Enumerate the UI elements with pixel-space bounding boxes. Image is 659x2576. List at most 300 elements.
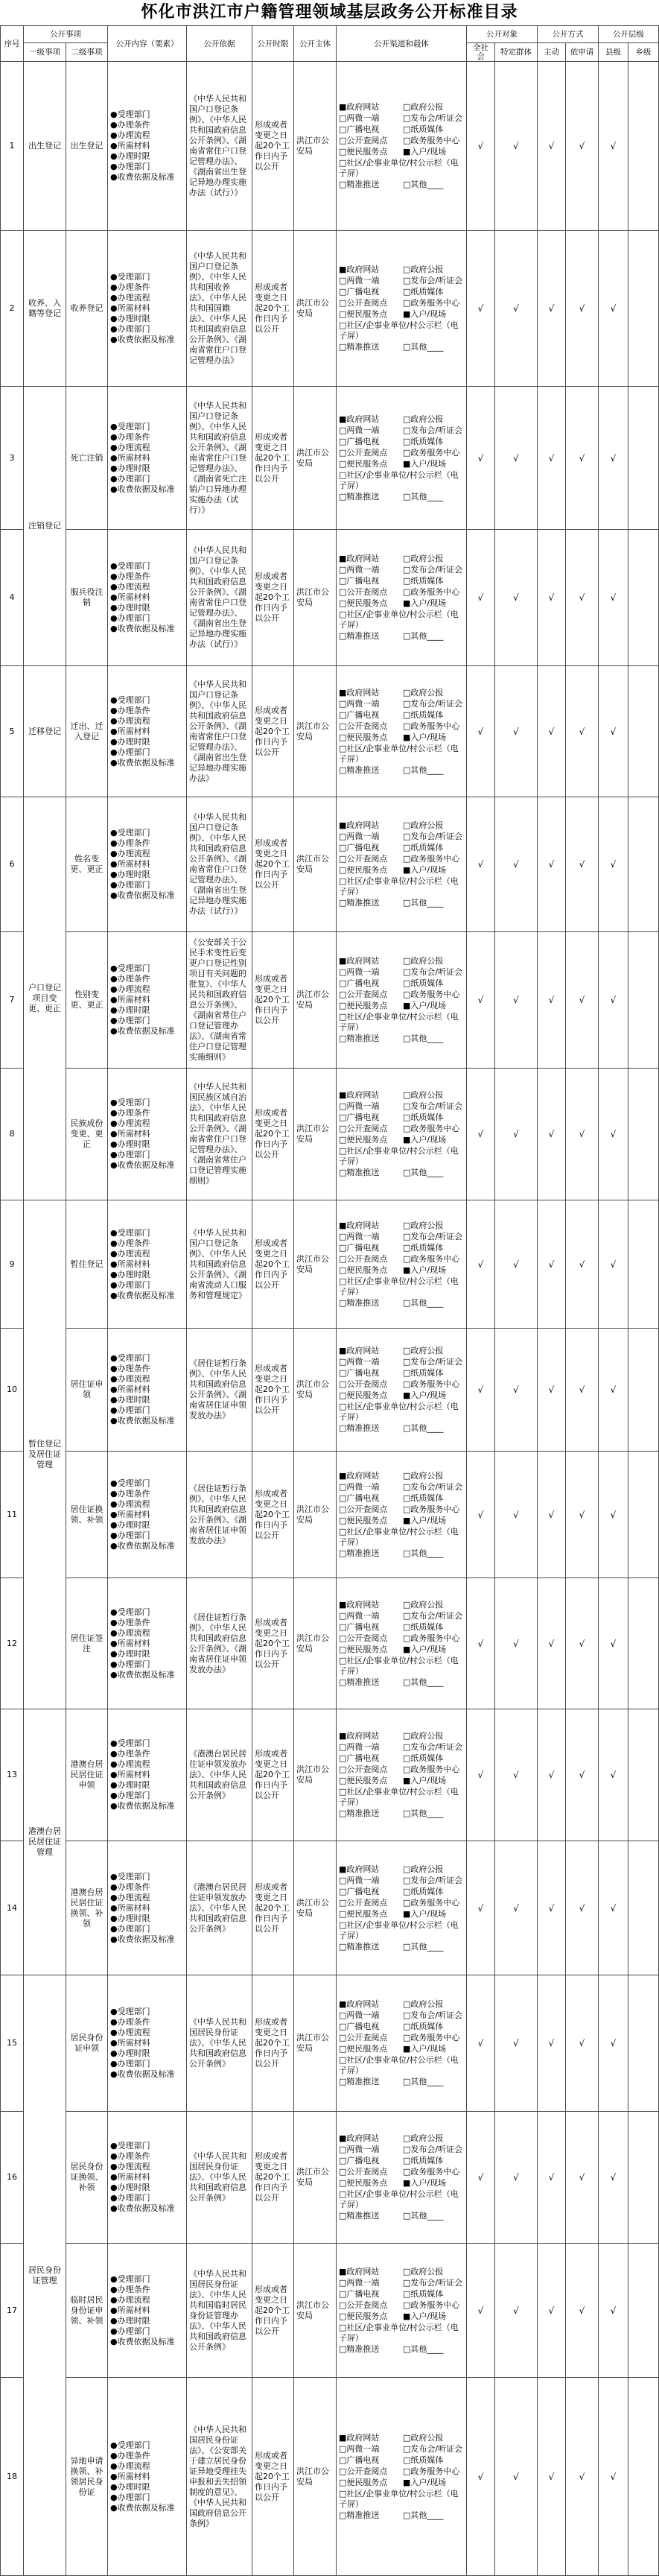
channels-cell	[337, 1452, 466, 1577]
channel-option: □纸质媒体	[403, 709, 444, 720]
header-level2	[66, 43, 107, 61]
content-item: ●所需材料	[110, 452, 150, 463]
check-mark: √	[579, 995, 585, 1005]
header-tier-county	[599, 43, 628, 61]
channel-option: □政务服务中心	[403, 2167, 460, 2177]
channel-option: □政务服务中心	[403, 1253, 460, 1264]
channel-option: □精准推送	[339, 1548, 380, 1558]
check-all-cell	[467, 2112, 494, 2243]
check-request-cell	[566, 1578, 598, 1709]
channel-option: □政务服务中心	[403, 854, 460, 864]
level2-label: 性别变更、更正	[70, 990, 104, 1010]
channel-option: □政府公报	[403, 1864, 444, 1874]
check-mark: √	[548, 1638, 555, 1649]
time-limit-text: 形成或者变更之日起20个工作日内予以公开	[255, 974, 290, 1025]
channel-option: ■政府网站	[339, 2432, 380, 2443]
check-mark: √	[477, 2038, 484, 2048]
check-active-cell	[538, 1452, 565, 1577]
check-specific-cell	[495, 2244, 537, 2377]
content-item: ●所需材料	[110, 1902, 150, 1913]
channel-option: □其他____	[403, 1297, 444, 1308]
content-list	[110, 2440, 175, 2513]
content-item: ●收费依据及标准	[110, 2069, 175, 2079]
channel-option: □政务服务中心	[403, 990, 460, 999]
level2-label: 异地申请换领、补领居民身份证	[70, 2455, 104, 2497]
check-mark: √	[477, 592, 484, 603]
check-request-cell	[566, 1329, 598, 1451]
level2-label: 收养登记	[70, 303, 104, 313]
channel-option: □政务服务中心	[403, 587, 460, 597]
level2-label: 死亡注销	[70, 452, 104, 463]
channel-option: □广播电视	[339, 576, 380, 586]
content-item: ●所需材料	[110, 2038, 150, 2048]
content-item: ●所需材料	[110, 995, 150, 1004]
content-item: ●收费依据及标准	[110, 890, 175, 900]
content-cell	[108, 2244, 186, 2377]
basis-cell	[187, 1975, 252, 2111]
basis-text: 《中华人民共和国居民身份证法》、《公安部关于建立居民身份证异地受理挂失申报和丢失招领制度的意见》、《中华人民共和国政府信息公开条例》	[189, 2424, 246, 2528]
check-mark: √	[548, 592, 555, 603]
content-cell	[108, 666, 186, 797]
content-item: ●收费依据及标准	[110, 2502, 175, 2513]
time-limit-text: 形成或者变更之日起20个工作日内予以公开	[255, 1882, 290, 1934]
check-request-cell	[566, 62, 598, 230]
channel-option: □发布会/听证会	[403, 565, 463, 575]
level2-item	[66, 1578, 107, 1709]
channel-option: □便民服务点	[339, 2044, 388, 2054]
subject-text: 洪江市公安局	[296, 2033, 329, 2053]
content-list	[110, 422, 175, 495]
channel-option: □精准推送	[339, 491, 380, 501]
time-limit-cell	[252, 1069, 293, 1200]
check-town-cell	[628, 666, 658, 797]
channel-list	[339, 414, 464, 502]
content-cell	[108, 1200, 186, 1328]
check-mark: √	[610, 1129, 617, 1139]
channel-option: □纸质媒体	[403, 576, 444, 586]
channel-list	[339, 1471, 464, 1559]
content-item: ●办理部门	[110, 324, 150, 334]
channel-option: □社区/企事业单位/村公示栏（电子屏）	[339, 2055, 459, 2075]
channel-option: ■入户/现场	[403, 1776, 447, 1785]
content-cell	[108, 1709, 186, 1841]
content-item: ●收费依据及标准	[110, 757, 175, 768]
seq-number: 4	[9, 592, 15, 602]
content-list	[110, 1228, 175, 1301]
seq-cell	[1, 797, 23, 931]
seq-number: 12	[7, 1638, 17, 1648]
channel-option: □其他____	[403, 180, 444, 189]
header-tier-county-label: 县级	[605, 48, 621, 57]
seq-number: 7	[9, 995, 15, 1004]
channel-option: □精准推送	[339, 1941, 380, 1952]
channel-option: □便民服务点	[339, 309, 388, 319]
channel-option: □广播电视	[339, 287, 380, 297]
content-cell	[108, 1841, 186, 1975]
level1-item	[24, 1709, 66, 1975]
content-item: ●办理条件	[110, 2450, 150, 2461]
time-limit-cell	[252, 1709, 293, 1841]
channel-option: □政务服务中心	[403, 1504, 460, 1514]
check-all-cell	[467, 1709, 494, 1841]
check-county-cell	[599, 666, 628, 797]
content-item: ●受理部门	[110, 1478, 150, 1488]
channel-option: □公开查阅点	[339, 2167, 388, 2177]
channel-option: □政务服务中心	[403, 1897, 460, 1908]
check-mark: √	[477, 1509, 484, 1520]
level2-label: 居民身份证申领	[70, 2033, 104, 2053]
level2-item	[66, 62, 107, 230]
content-item: ●办理时限	[110, 736, 150, 747]
level2-item	[66, 2244, 107, 2377]
check-town-cell	[628, 1709, 658, 1841]
channels-cell	[337, 1200, 466, 1328]
check-active-cell	[538, 666, 565, 797]
channel-option: □公开查阅点	[339, 1379, 388, 1389]
channel-option: □公开查阅点	[339, 1897, 388, 1908]
check-mark: √	[610, 2038, 617, 2048]
check-county-cell	[599, 2244, 628, 2377]
channel-option: □两微一端	[339, 1875, 380, 1885]
check-mark: √	[610, 2305, 617, 2316]
channel-option: □其他____	[403, 1423, 444, 1433]
check-mark: √	[610, 995, 617, 1005]
content-item: ●办理条件	[110, 2017, 150, 2027]
time-limit-cell	[252, 797, 293, 931]
channel-option: □便民服务点	[339, 147, 388, 156]
channels-cell	[337, 1329, 466, 1451]
channel-option: □精准推送	[339, 1808, 380, 1818]
content-item: ●办理部门	[110, 162, 150, 171]
time-limit-cell	[252, 1329, 293, 1451]
content-item: ●办理部门	[110, 1016, 150, 1025]
time-limit-text: 形成或者变更之日起20个工作日内予以公开	[255, 838, 290, 890]
check-active-cell	[538, 231, 565, 386]
channel-option: ■政府网站	[339, 956, 380, 966]
check-mark: √	[579, 592, 585, 603]
content-item: ●办理条件	[110, 431, 150, 442]
channel-option: □纸质媒体	[403, 1113, 444, 1122]
check-mark: √	[513, 1902, 519, 1914]
channel-option: □社区/企事业单位/村公示栏（电子屏）	[339, 1655, 459, 1676]
content-cell	[108, 530, 186, 665]
channel-option: □其他____	[403, 2077, 444, 2086]
check-town-cell	[628, 2112, 658, 2243]
content-item: ●办理流程	[110, 293, 150, 303]
check-town-cell	[628, 1069, 658, 1200]
channel-option: □政府公报	[403, 414, 444, 424]
content-item: ●办理部门	[110, 613, 150, 623]
content-item: ●办理时限	[110, 870, 150, 879]
channel-option: □公开查阅点	[339, 136, 388, 145]
basis-text: 《中华人民共和国户口登记条例》、《中华人民共和国政府信息公开条例》、《湖南省常住户口登记管理办法》、《湖南省出生登记异地办理实施办法（试行）》	[189, 812, 246, 916]
level2-label: 港澳台居民居住证申领	[70, 1759, 104, 1790]
check-mark: √	[548, 1509, 555, 1520]
time-limit-cell	[252, 1841, 293, 1975]
check-mark: √	[548, 303, 555, 314]
channel-option: □两微一端	[339, 113, 380, 123]
check-request-cell	[566, 1200, 598, 1328]
channel-option: □纸质媒体	[403, 436, 444, 446]
content-item: ●受理部门	[110, 1353, 150, 1363]
basis-cell	[187, 2112, 252, 2243]
header-items	[24, 26, 107, 42]
channel-option: □便民服务点	[339, 1390, 388, 1400]
channel-option: ■入户/现场	[403, 147, 447, 156]
channel-option: □纸质媒体	[403, 1368, 444, 1378]
content-item: ●办理时限	[110, 463, 150, 473]
level1-label: 出生登记	[28, 141, 61, 151]
channel-option: ■入户/现场	[403, 2477, 447, 2487]
seq-cell	[1, 1200, 23, 1328]
check-county-cell	[599, 797, 628, 931]
content-list	[110, 695, 175, 768]
subject-cell	[294, 2244, 336, 2377]
content-cell	[108, 387, 186, 529]
header-method	[538, 26, 598, 42]
channel-option: ■入户/现场	[403, 1908, 447, 1919]
check-county-cell	[599, 1329, 628, 1451]
level2-item	[66, 2112, 107, 2243]
content-item: ●办理条件	[110, 282, 150, 292]
channel-option: □政府公报	[403, 265, 444, 274]
header-audience-all-label: 全社会	[473, 43, 488, 61]
channel-option: □公开查阅点	[339, 721, 388, 731]
content-item: ●所需材料	[110, 1770, 150, 1779]
check-request-cell	[566, 932, 598, 1068]
channel-list	[339, 2133, 464, 2221]
content-item: ●办理部门	[110, 1279, 150, 1290]
content-item: ●所需材料	[110, 726, 150, 736]
check-specific-cell	[495, 1329, 537, 1451]
channel-option: □社区/企事业单位/村公示栏（电子屏）	[339, 1276, 459, 1297]
content-item: ●办理流程	[110, 582, 150, 592]
channel-option: □两微一端	[339, 2145, 380, 2154]
time-limit-text: 形成或者变更之日起20个工作日内予以公开	[255, 1749, 290, 1800]
seq-cell	[1, 932, 23, 1068]
channel-option: ■政府网站	[339, 1470, 380, 1481]
content-item: ●受理部门	[110, 421, 150, 431]
seq-number: 14	[7, 1902, 17, 1913]
content-item: ●受理部门	[110, 1227, 150, 1238]
check-mark: √	[579, 2172, 585, 2183]
channel-option: □政府公报	[403, 820, 444, 830]
header-method-active-label: 主动	[544, 48, 559, 57]
basis-text: 《公安部关于公民手术变性后变更户口登记性别项目有关问题的批复》、《中华人民共和国政府信息公开条例》、《湖南省常住户口登记管理办法》、《湖南省常住户口登记管理实施细则》	[189, 937, 246, 1062]
channel-option: □广播电视	[339, 1368, 380, 1378]
channel-option: □便民服务点	[339, 2477, 388, 2487]
level2-label: 姓名变更、更正	[70, 854, 104, 874]
channel-option: □社区/企事业单位/村公示栏（电子屏）	[339, 2189, 459, 2209]
channels-cell	[337, 1578, 466, 1709]
channel-option: □纸质媒体	[403, 2022, 444, 2031]
content-item: ●办理部门	[110, 2059, 150, 2069]
check-request-cell	[566, 530, 598, 665]
document-title: 怀化市洪江市户籍管理领域基层政务公开标准目录	[141, 3, 518, 22]
channel-option: □便民服务点	[339, 458, 388, 469]
channel-option: □便民服务点	[339, 1908, 388, 1919]
check-mark: √	[579, 452, 585, 463]
check-county-cell	[599, 1709, 628, 1841]
check-specific-cell	[495, 932, 537, 1068]
header-subject-label: 公开主体	[299, 39, 331, 48]
check-county-cell	[599, 1841, 628, 1975]
level1-item	[24, 231, 66, 386]
check-mark: √	[513, 303, 519, 314]
check-request-cell	[566, 231, 598, 386]
basis-cell	[187, 1329, 252, 1451]
content-item: ●所需材料	[110, 303, 150, 313]
channel-option: ■入户/现场	[403, 1515, 447, 1525]
check-mark: √	[477, 995, 484, 1005]
channel-option: □其他____	[403, 1677, 444, 1687]
level2-item	[66, 1069, 107, 1200]
channel-option: □发布会/听证会	[403, 1101, 463, 1111]
channel-option: □便民服务点	[339, 1776, 388, 1785]
channel-option: □政府公报	[403, 1599, 444, 1610]
check-mark: √	[548, 1129, 555, 1139]
level2-label: 迁出、迁入登记	[70, 721, 104, 741]
content-item: ●办理时限	[110, 314, 150, 323]
channel-option: □政务服务中心	[403, 1124, 460, 1133]
channel-option: □精准推送	[339, 180, 380, 189]
content-item: ●办理时限	[110, 1139, 150, 1149]
channel-option: □便民服务点	[339, 1001, 388, 1010]
content-item: ●办理条件	[110, 705, 150, 715]
time-limit-cell	[252, 2112, 293, 2243]
check-specific-cell	[495, 1578, 537, 1709]
content-item: ●收费依据及标准	[110, 335, 175, 344]
header-content-label: 公开内容（要素）	[115, 39, 179, 48]
basis-cell	[187, 932, 252, 1068]
time-limit-text: 形成或者变更之日起20个工作日内予以公开	[255, 1488, 290, 1540]
content-list	[110, 1872, 175, 1945]
header-tier-town	[628, 43, 658, 61]
seq-number: 11	[7, 1509, 17, 1519]
basis-cell	[187, 231, 252, 386]
channel-option: □两微一端	[339, 2277, 380, 2288]
time-limit-text: 形成或者变更之日起20个工作日内予以公开	[255, 431, 290, 484]
channel-option: ■政府网站	[339, 1731, 380, 1741]
time-limit-text: 形成或者变更之日起20个工作日内予以公开	[255, 1108, 290, 1159]
channel-option: □社区/企事业单位/村公示栏（电子屏）	[339, 610, 459, 630]
channel-option: □纸质媒体	[403, 843, 444, 852]
content-item: ●办理部门	[110, 2492, 150, 2502]
subject-cell	[294, 387, 336, 529]
channel-list	[339, 1999, 464, 2087]
subject-cell	[294, 2378, 336, 2575]
level1-label: 暂住登记及居住证管理	[28, 1439, 61, 1469]
channel-option: □其他____	[403, 1548, 444, 1558]
channel-option: □社区/企事业单位/村公示栏（电子屏）	[339, 158, 459, 178]
channel-option: □发布会/听证会	[403, 113, 463, 123]
channel-option: □两微一端	[339, 1481, 380, 1492]
check-county-cell	[599, 932, 628, 1068]
content-item: ●办理部门	[110, 1923, 150, 1934]
channels-cell	[337, 2112, 466, 2243]
level2-item	[66, 666, 107, 797]
check-active-cell	[538, 932, 565, 1068]
content-item: ●受理部门	[110, 694, 150, 705]
check-county-cell	[599, 1200, 628, 1328]
channel-option: □其他____	[403, 2344, 444, 2354]
content-item: ●办理时限	[110, 1780, 150, 1790]
check-active-cell	[538, 1200, 565, 1328]
channels-cell	[337, 231, 466, 386]
channel-option: □便民服务点	[339, 1135, 388, 1145]
channel-option: □公开查阅点	[339, 2300, 388, 2310]
channel-option: ■政府网站	[339, 1346, 380, 1355]
seq-cell	[1, 62, 23, 230]
check-mark: √	[513, 141, 519, 151]
channel-option: □公开查阅点	[339, 2466, 388, 2476]
content-item: ●办理部门	[110, 1405, 150, 1415]
seq-cell	[1, 1069, 23, 1200]
subject-text: 洪江市公安局	[296, 136, 329, 156]
basis-cell	[187, 2244, 252, 2377]
header-method-active	[538, 43, 565, 61]
check-mark: √	[548, 726, 555, 737]
check-mark: √	[610, 1509, 617, 1520]
check-specific-cell	[495, 2112, 537, 2243]
channel-list	[339, 2267, 464, 2355]
channel-option: □广播电视	[339, 843, 380, 852]
check-mark: √	[477, 1259, 484, 1270]
channel-option: □政府公报	[403, 102, 444, 112]
channel-option: ■政府网站	[339, 2266, 380, 2276]
check-mark: √	[610, 452, 617, 463]
content-cell	[108, 1069, 186, 1200]
check-all-cell	[467, 2378, 494, 2575]
time-limit-cell	[252, 2244, 293, 2377]
seq-number: 13	[7, 1770, 17, 1779]
channel-option: ■入户/现场	[403, 1265, 447, 1275]
seq-cell	[1, 231, 23, 386]
content-item: ●办理条件	[110, 974, 150, 984]
subject-text: 洪江市公安局	[296, 447, 329, 468]
seq-number: 17	[7, 2305, 17, 2315]
level2-label: 居住证换领、补领	[70, 1504, 104, 1525]
header-level1	[24, 43, 66, 61]
check-active-cell	[538, 387, 565, 529]
time-limit-text: 形成或者变更之日起20个工作日内予以公开	[255, 572, 290, 623]
seq-cell	[1, 1975, 23, 2111]
content-list	[110, 272, 175, 345]
check-county-cell	[599, 1975, 628, 2111]
content-item: ●办理条件	[110, 2284, 150, 2294]
channel-option: □公开查阅点	[339, 587, 388, 597]
basis-text: 《居住证暂行条例》、《中华人民共和国政府信息公开条例》、《湖南省居住证申领发放办法》	[189, 1612, 246, 1674]
check-mark: √	[477, 1638, 484, 1649]
check-specific-cell	[495, 666, 537, 797]
subject-cell	[294, 1452, 336, 1577]
content-item: ●办理条件	[110, 1882, 150, 1892]
subject-cell	[294, 530, 336, 665]
check-all-cell	[467, 1452, 494, 1577]
channel-option: □精准推送	[339, 1423, 380, 1433]
channel-option: □其他____	[403, 1808, 444, 1818]
seq-cell	[1, 530, 23, 665]
content-item: ●办理条件	[110, 1364, 150, 1373]
channel-option: ■入户/现场	[403, 1001, 447, 1010]
basis-text: 《港澳台居民居住证申领发放办法》、《中华人民共和国政府信息公开条例》	[189, 1882, 246, 1934]
channels-cell	[337, 2378, 466, 2575]
channel-list	[339, 1731, 464, 1819]
check-mark: √	[610, 592, 617, 603]
subject-text: 洪江市公安局	[296, 2466, 329, 2487]
check-town-cell	[628, 1975, 658, 2111]
content-item: ●收费依据及标准	[110, 1934, 175, 1944]
